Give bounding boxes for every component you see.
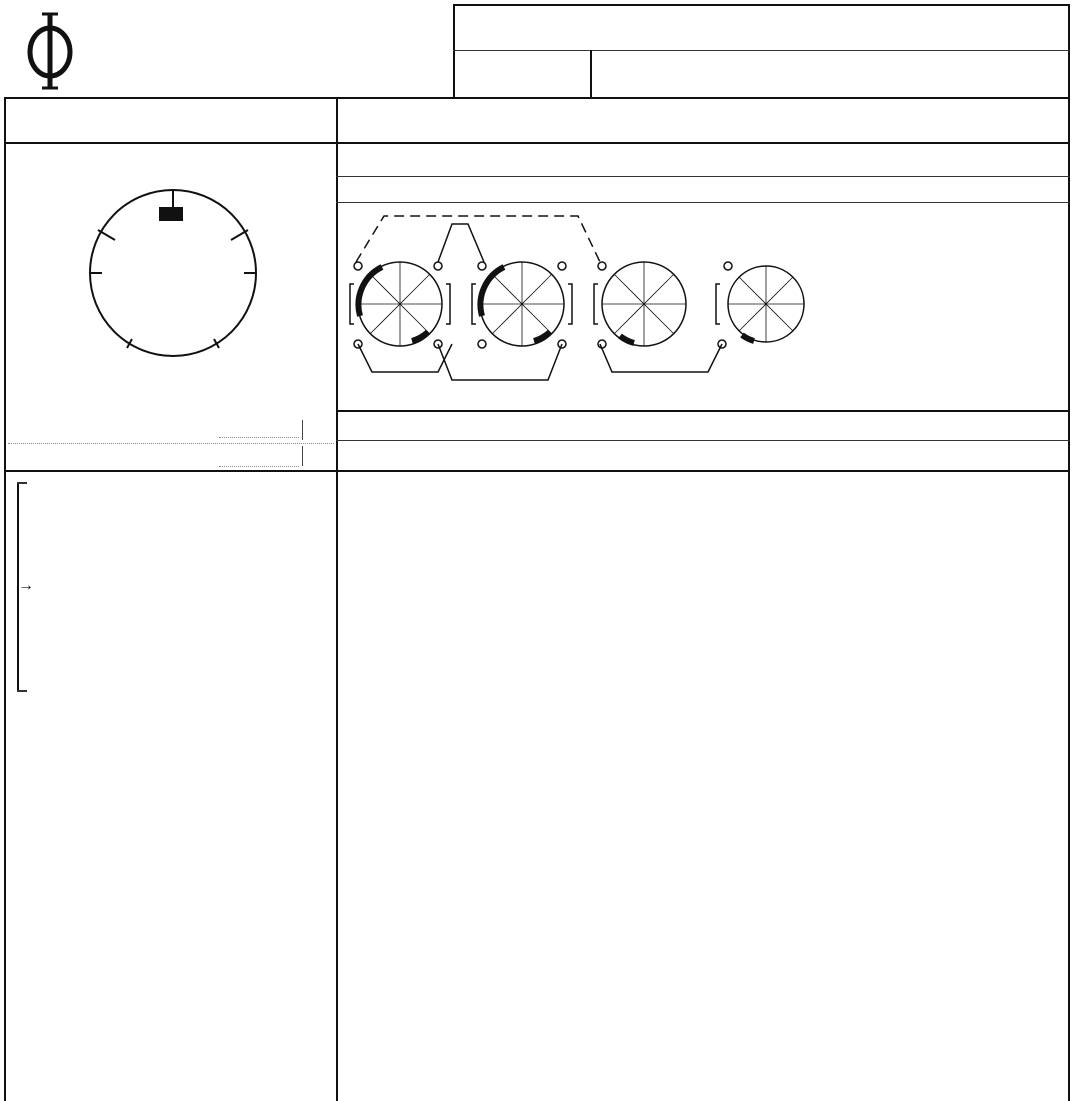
phi-logo-icon	[24, 10, 94, 90]
brand-logo	[24, 8, 454, 96]
rotary-dial-icon	[70, 160, 280, 360]
cam-contact-diagram-icon	[338, 204, 1068, 410]
contact-diagram	[338, 204, 1068, 410]
escutcheon-dial	[70, 160, 280, 360]
zero-position-arrow-icon: →	[18, 577, 34, 594]
